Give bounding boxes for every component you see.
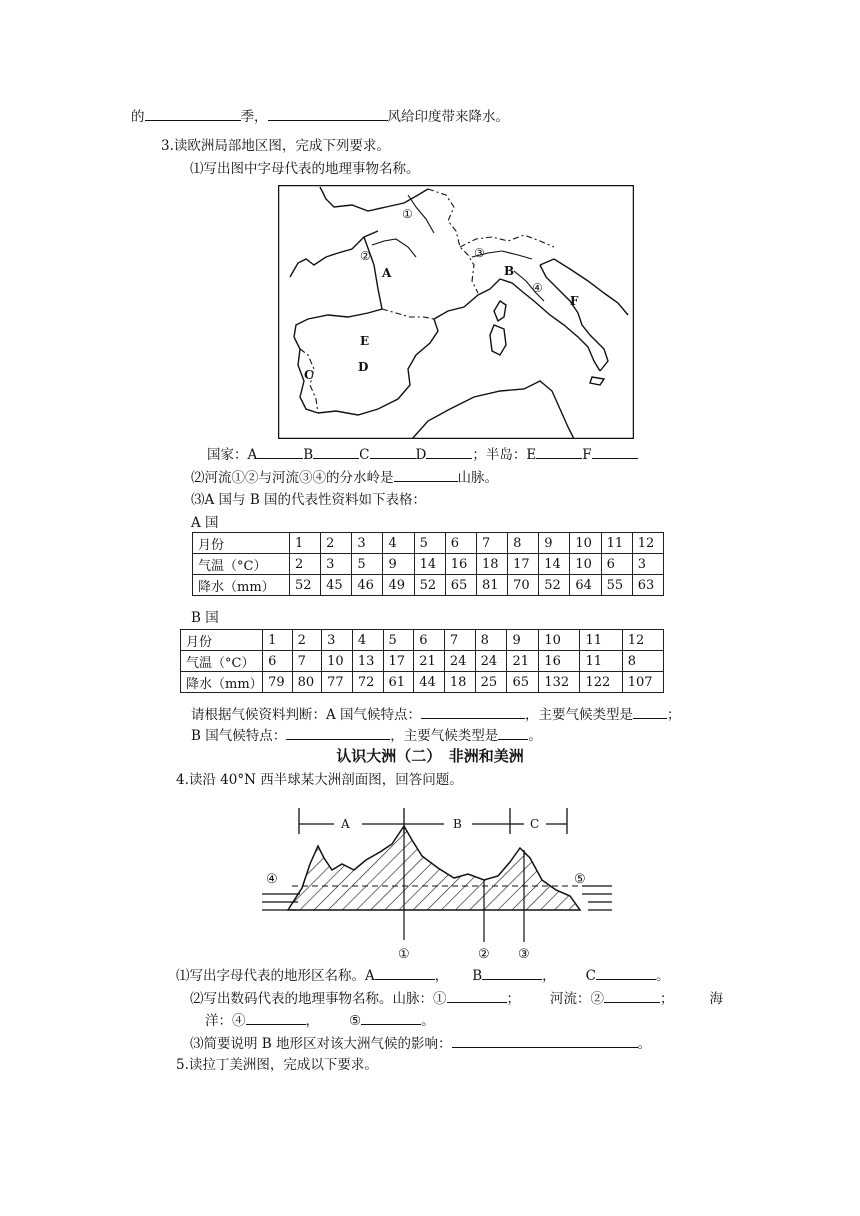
table-row xyxy=(193,533,664,554)
table-cell: 7 xyxy=(292,651,322,672)
blank[interactable] xyxy=(313,445,359,459)
text: 山脉。 xyxy=(457,470,498,486)
table-cell: 6 xyxy=(601,554,632,575)
table-cell: 107 xyxy=(622,672,663,693)
table-cell: 77 xyxy=(322,672,353,693)
row-label: 气温（°C） xyxy=(181,651,263,672)
table-cell: 80 xyxy=(292,672,322,693)
blank[interactable] xyxy=(426,445,472,459)
blank[interactable] xyxy=(498,726,528,740)
table-cell: 12 xyxy=(632,533,663,554)
q3-judge-1 xyxy=(191,705,681,724)
table-cell: 6 xyxy=(263,651,293,672)
blank[interactable] xyxy=(394,468,458,482)
text: 。 xyxy=(637,1036,652,1052)
table-cell: 55 xyxy=(601,575,632,596)
blank[interactable] xyxy=(536,445,582,459)
table-cell: 52 xyxy=(539,575,570,596)
text: C xyxy=(585,968,597,984)
table-row xyxy=(193,554,664,575)
table-cell: 5 xyxy=(352,554,383,575)
q3-sub1: ⑴写出图中字母代表的地理事物名称。 xyxy=(190,161,420,177)
fig-label-B: B xyxy=(453,817,462,831)
table-cell: 65 xyxy=(507,672,539,693)
row-label: 月份 xyxy=(193,533,290,554)
q4-sub2 xyxy=(190,989,723,1008)
tableA-title: A 国 xyxy=(191,515,219,531)
table-cell: 79 xyxy=(263,672,293,693)
map-label-1: ① xyxy=(402,207,413,221)
text: B xyxy=(472,968,483,984)
q4-sub2-cont xyxy=(205,1011,435,1030)
text: 河流：② xyxy=(550,991,604,1007)
table-cell: 9 xyxy=(539,533,570,554)
text: B 国气候特点： xyxy=(191,728,287,744)
map-label-A: A xyxy=(382,266,392,280)
table-cell: 72 xyxy=(352,672,383,693)
text: 。 xyxy=(421,1013,435,1029)
fig-label-C: C xyxy=(530,817,540,831)
text: 风给印度带来降水。 xyxy=(387,109,509,125)
text: ，主要气候类型是 xyxy=(525,707,634,723)
text: ⑴写出字母代表的地形区名称。A xyxy=(176,968,375,984)
table-cell: 9 xyxy=(507,630,539,651)
text: 。 xyxy=(656,968,670,984)
table-cell: 6 xyxy=(445,533,476,554)
q3-judge-2 xyxy=(191,726,542,745)
table-row xyxy=(181,672,664,693)
table-cell: 11 xyxy=(580,651,622,672)
profile-diagram xyxy=(262,806,612,966)
table-cell: 8 xyxy=(622,651,663,672)
table-row xyxy=(181,651,664,672)
table-cell: 25 xyxy=(475,672,507,693)
text: ⑤ xyxy=(349,1013,362,1029)
table-cell: 9 xyxy=(383,554,414,575)
q3-fill-line xyxy=(207,445,638,464)
table-cell: 11 xyxy=(580,630,622,651)
row-label: 月份 xyxy=(181,630,263,651)
table-cell: 16 xyxy=(539,651,580,672)
table-cell: 11 xyxy=(601,533,632,554)
text: ； xyxy=(660,991,674,1007)
q4-sub3 xyxy=(190,1034,651,1053)
section-title: 认识大洲（二） 非洲和美洲 xyxy=(336,747,524,765)
text: ， xyxy=(305,1013,319,1029)
fig-label-A: A xyxy=(341,817,350,831)
table-cell: 13 xyxy=(352,651,383,672)
fig-label-2: ② xyxy=(478,947,490,962)
table-cell: 64 xyxy=(570,575,601,596)
blank[interactable] xyxy=(370,445,416,459)
map-label-E: E xyxy=(360,334,370,348)
blank[interactable] xyxy=(145,107,241,121)
table-cell: 4 xyxy=(383,533,414,554)
table-cell: 12 xyxy=(622,630,663,651)
text: D xyxy=(415,447,427,463)
text: 海 xyxy=(709,991,723,1007)
tableB-title: B 国 xyxy=(191,610,219,626)
map-label-D: D xyxy=(358,360,369,374)
row-label: 气温（°C） xyxy=(193,554,290,575)
table-cell: 3 xyxy=(322,630,353,651)
table-cell: 21 xyxy=(507,651,539,672)
row-label: 降水（mm） xyxy=(181,672,263,693)
table-cell: 18 xyxy=(476,554,507,575)
table-cell: 5 xyxy=(414,533,445,554)
table-cell: 44 xyxy=(414,672,445,693)
map-label-4: ④ xyxy=(532,281,543,295)
table-cell: 49 xyxy=(383,575,414,596)
q3-sub2 xyxy=(191,468,498,487)
table-cell: 3 xyxy=(632,554,663,575)
table-cell: 70 xyxy=(508,575,539,596)
blank[interactable] xyxy=(257,445,303,459)
table-cell: 46 xyxy=(352,575,383,596)
table-cell: 6 xyxy=(414,630,445,651)
table-cell: 63 xyxy=(632,575,663,596)
table-cell: 17 xyxy=(508,554,539,575)
table-cell: 16 xyxy=(445,554,476,575)
blank[interactable] xyxy=(246,1011,306,1025)
blank[interactable] xyxy=(596,966,656,980)
fig-label-3: ③ xyxy=(518,947,530,962)
map-label-B: B xyxy=(504,264,515,278)
text: 国家：A xyxy=(207,447,258,463)
table-row xyxy=(193,575,664,596)
table-cell: 7 xyxy=(444,630,475,651)
table-cell: 45 xyxy=(321,575,352,596)
blank[interactable] xyxy=(375,966,435,980)
table-cell: 1 xyxy=(290,533,321,554)
text: F xyxy=(582,447,592,463)
table-cell: 24 xyxy=(475,651,507,672)
table-cell: 65 xyxy=(445,575,476,596)
table-B xyxy=(180,629,664,693)
q5-stem: 5.读拉丁美洲图，完成以下要求。 xyxy=(176,1057,378,1073)
table-cell: 14 xyxy=(414,554,445,575)
text: 洋：④ xyxy=(205,1013,246,1029)
blank[interactable] xyxy=(592,445,638,459)
blank[interactable] xyxy=(447,989,507,1003)
text: ⑶简要说明 B 地形区对该大洲气候的影响： xyxy=(190,1036,452,1052)
table-cell: 132 xyxy=(539,672,580,693)
q2-tail-line xyxy=(131,107,509,126)
table-cell: 8 xyxy=(475,630,507,651)
blank[interactable] xyxy=(286,726,390,740)
europe-map xyxy=(278,185,634,439)
table-cell: 52 xyxy=(290,575,321,596)
table-cell: 8 xyxy=(508,533,539,554)
q4-sub1 xyxy=(176,966,670,985)
map-label-C: C xyxy=(304,368,314,382)
text: ⑵写出数码代表的地理事物名称。山脉：① xyxy=(190,991,447,1007)
text: C xyxy=(359,447,370,463)
fig-label-4: ④ xyxy=(266,872,278,887)
text: 请根据气候资料判断：A 国气候特点： xyxy=(191,707,422,723)
blank[interactable] xyxy=(361,1011,421,1025)
text: 。 xyxy=(528,728,542,744)
table-cell: 122 xyxy=(580,672,622,693)
fig-label-5: ⑤ xyxy=(574,872,586,887)
table-cell: 18 xyxy=(444,672,475,693)
blank[interactable] xyxy=(452,1034,638,1048)
blank[interactable] xyxy=(482,966,542,980)
table-cell: 52 xyxy=(414,575,445,596)
blank[interactable] xyxy=(268,107,388,121)
table-A xyxy=(192,532,664,596)
blank[interactable] xyxy=(633,705,667,719)
table-cell: 21 xyxy=(414,651,445,672)
table-cell: 3 xyxy=(352,533,383,554)
blank[interactable] xyxy=(421,705,525,719)
q3-sub3: ⑶A 国与 B 国的代表性资料如下表格： xyxy=(191,492,427,508)
table-cell: 10 xyxy=(539,630,580,651)
row-label: 降水（mm） xyxy=(193,575,290,596)
table-cell: 10 xyxy=(322,651,353,672)
text: ； xyxy=(506,991,520,1007)
table-cell: 3 xyxy=(321,554,352,575)
fig-label-1: ① xyxy=(398,947,410,962)
table-cell: 2 xyxy=(321,533,352,554)
map-label-3: ③ xyxy=(474,246,485,260)
text: 季， xyxy=(240,109,268,125)
table-cell: 1 xyxy=(263,630,293,651)
blank[interactable] xyxy=(604,989,660,1003)
map-label-F: F xyxy=(570,294,579,308)
table-cell: 2 xyxy=(290,554,321,575)
text: B xyxy=(303,447,314,463)
table-cell: 14 xyxy=(539,554,570,575)
table-row xyxy=(181,630,664,651)
table-cell: 17 xyxy=(383,651,414,672)
table-cell: 81 xyxy=(476,575,507,596)
table-cell: 5 xyxy=(383,630,414,651)
text: ⑵河流①②与河流③④的分水岭是 xyxy=(191,470,394,486)
table-cell: 61 xyxy=(383,672,414,693)
q3-stem: 3.读欧洲局部地区图，完成下列要求。 xyxy=(161,138,390,154)
table-cell: 7 xyxy=(476,533,507,554)
table-cell: 4 xyxy=(352,630,383,651)
table-cell: 2 xyxy=(292,630,322,651)
text: ，主要气候类型是 xyxy=(390,728,499,744)
text: ， xyxy=(434,968,449,984)
table-cell: 10 xyxy=(570,533,601,554)
q4-stem: 4.读沿 40°N 西半球某大洲剖面图，回答问题。 xyxy=(176,772,463,788)
text: ， xyxy=(542,968,556,984)
text: ； xyxy=(667,707,681,723)
table-cell: 24 xyxy=(444,651,475,672)
map-label-2: ② xyxy=(360,249,371,263)
table-cell: 10 xyxy=(570,554,601,575)
text: ；半岛：E xyxy=(472,447,537,463)
text: 的 xyxy=(131,109,145,125)
